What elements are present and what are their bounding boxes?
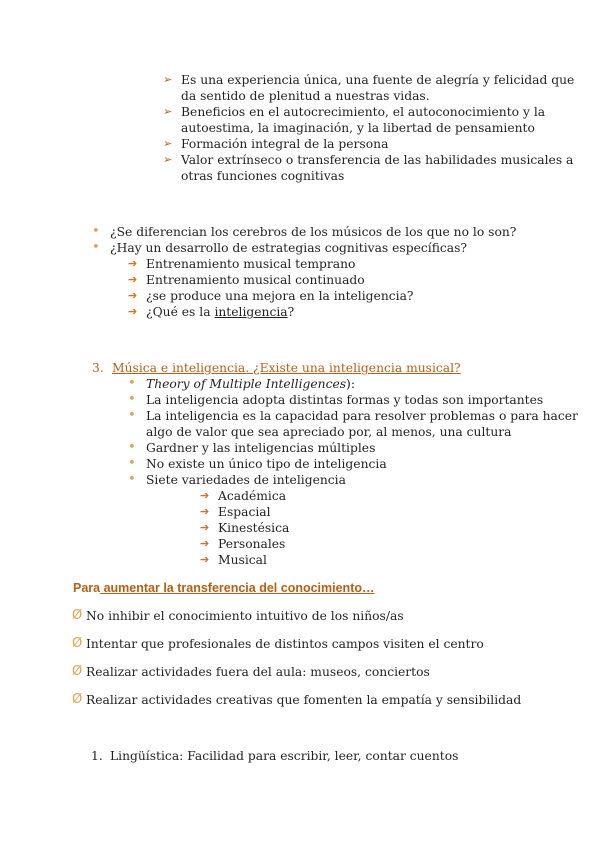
variety-item: Musical (218, 553, 267, 567)
bullet-icon: • (128, 456, 136, 471)
benefit-line: Es una experiencia única, una fuente de alegría y felicidad que (181, 73, 575, 87)
transfer-heading-prefix: Para (73, 581, 101, 595)
benefit-line: Beneficios en el autocrecimiento, el autoconocimiento y la (181, 105, 546, 119)
book-title-suffix: ): (346, 377, 355, 391)
transfer-heading (73, 580, 375, 596)
bullet-icon: • (128, 408, 136, 423)
arrow-right-icon: ➔ (128, 305, 138, 318)
numbered-item-text: Lingüística: Facilidad para escribir, leer, contar cuentos (110, 749, 459, 763)
bullet-icon: • (92, 224, 100, 239)
benefit-line: da sentido de plenitud a nuestras vidas. (181, 89, 430, 103)
bullet-icon: • (92, 240, 100, 255)
section-bullet-line: algo de valor que sea apreciado por, al menos, una cultura (146, 425, 512, 439)
arrow-right-icon: ➔ (200, 537, 210, 550)
variety-item: Personales (218, 537, 286, 551)
section-bullet-line: La inteligencia adopta distintas formas y todas son importantes (146, 393, 544, 407)
variety-item: Espacial (218, 505, 271, 519)
book-title-line (146, 376, 355, 392)
section-bullet-line: La inteligencia es la capacidad para resolver problemas o para hacer (146, 409, 578, 423)
variety-item: Académica (218, 489, 287, 503)
arrowhead-bullet-icon: ➢ (163, 153, 173, 166)
bullet-icon: • (128, 376, 136, 391)
arrow-right-icon: ➔ (200, 505, 210, 518)
section-bullet-line: Siete variedades de inteligencia (146, 473, 346, 487)
arrow-right-icon: ➔ (200, 553, 210, 566)
section-heading: Música e inteligencia. ¿Existe una inteligencia musical? (112, 361, 461, 375)
book-title: Theory of Multiple Intelligences (146, 377, 347, 391)
sub-question-line: Entrenamiento musical temprano (146, 257, 356, 271)
transfer-item: Realizar actividades creativas que fomenten la empatía y sensibilidad (86, 693, 522, 707)
section-bullet-line: Gardner y las inteligencias múltiples (146, 441, 376, 455)
transfer-heading-link: aumentar la transferencia del conocimiento… (100, 581, 375, 595)
sub-question-line: ¿se produce una mejora en la inteligencia? (146, 289, 414, 303)
empty-set-icon: Ø (72, 664, 83, 679)
arrow-right-icon: ➔ (128, 289, 138, 302)
arrow-right-icon: ➔ (200, 521, 210, 534)
empty-set-icon: Ø (72, 608, 83, 623)
section-bullet-line: No existe un único tipo de inteligencia (146, 457, 387, 471)
arrow-right-icon: ➔ (128, 257, 138, 270)
benefit-line: Valor extrínseco o transferencia de las habilidades musicales a (181, 153, 574, 167)
bullet-icon: • (128, 472, 136, 487)
arrowhead-bullet-icon: ➢ (163, 137, 173, 150)
sub-question-line (146, 304, 294, 320)
sub-question-line: Entrenamiento musical continuado (146, 273, 365, 287)
transfer-item: No inhibir el conocimiento intuitivo de los niños/as (86, 609, 404, 623)
question-line: ¿Hay un desarrollo de estrategias cognitivas específicas? (110, 241, 468, 255)
benefit-line: otras funciones cognitivas (181, 169, 345, 183)
question-line: ¿Se diferencian los cerebros de los músicos de los que no lo son? (110, 225, 517, 239)
arrowhead-bullet-icon: ➢ (163, 73, 173, 86)
variety-item: Kinestésica (218, 521, 290, 535)
benefit-line: autoestima, la imaginación, y la libertad de pensamiento (181, 121, 535, 135)
section-number: 3. (92, 361, 104, 375)
numbered-item-number: 1. (91, 749, 103, 763)
sub-question-prefix: ¿Qué es la (146, 305, 215, 319)
transfer-item: Realizar actividades fuera del aula: museos, conciertos (86, 665, 430, 679)
bullet-icon: • (128, 440, 136, 455)
sub-question-suffix: ? (287, 305, 295, 319)
empty-set-icon: Ø (72, 636, 83, 651)
inteligencia-link[interactable]: inteligencia (214, 305, 288, 319)
benefit-line: Formación integral de la persona (181, 137, 389, 151)
arrowhead-bullet-icon: ➢ (163, 105, 173, 118)
transfer-item: Intentar que profesionales de distintos campos visiten el centro (86, 637, 484, 651)
arrow-right-icon: ➔ (128, 273, 138, 286)
empty-set-icon: Ø (72, 692, 83, 707)
bullet-icon: • (128, 392, 136, 407)
arrow-right-icon: ➔ (200, 489, 210, 502)
